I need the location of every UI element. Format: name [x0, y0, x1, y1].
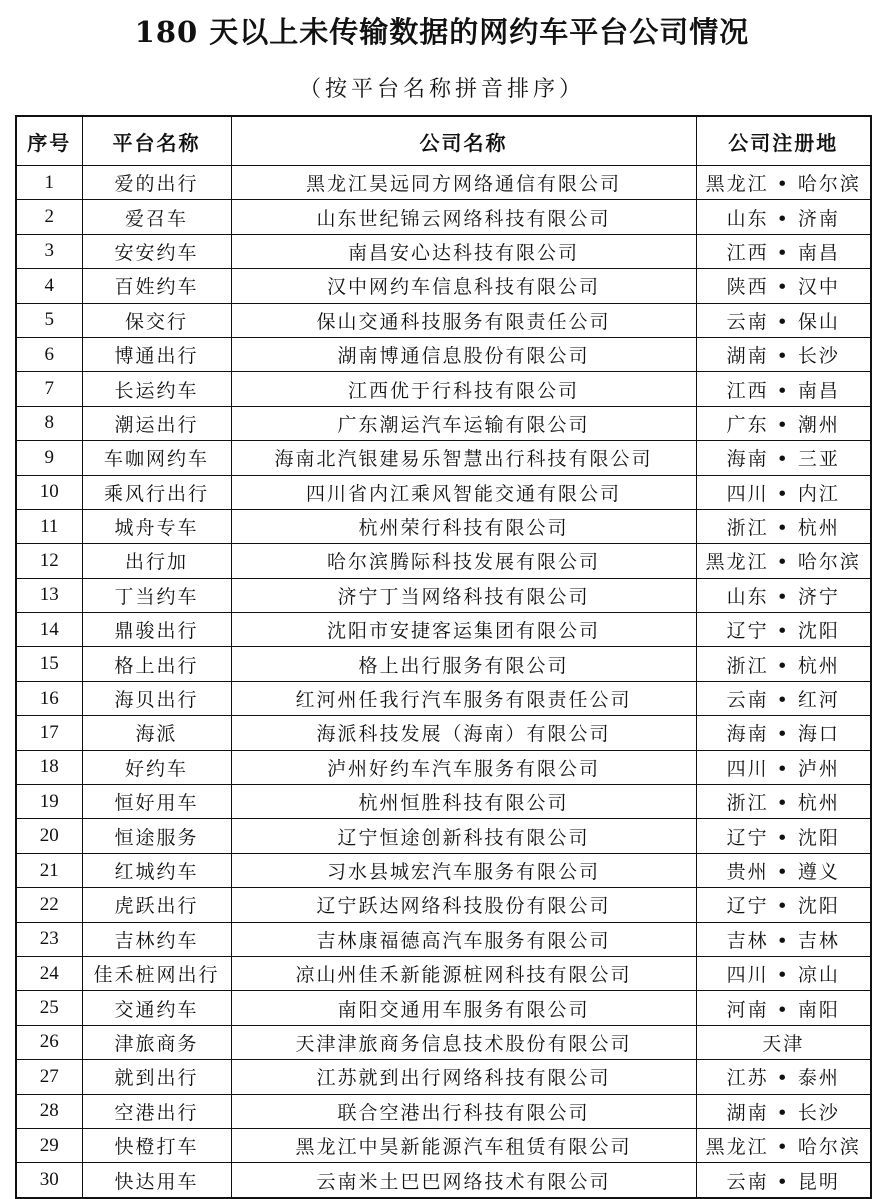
registration-place-cell: 山东 • 济宁	[696, 578, 871, 612]
registration-place-cell: 云南 • 保山	[696, 303, 871, 337]
platform-name-cell: 格上出行	[82, 647, 231, 681]
table-row	[16, 475, 871, 509]
index-cell: 15	[16, 647, 82, 681]
index-cell: 20	[16, 819, 82, 853]
platform-name-cell: 佳禾桩网出行	[82, 956, 231, 990]
platform-name-cell: 海派	[82, 716, 231, 750]
registration-place-cell: 黑龙江 • 哈尔滨	[696, 1128, 871, 1162]
company-name-cell: 四川省内江乘风智能交通有限公司	[231, 475, 696, 509]
registration-place-cell: 辽宁 • 沈阳	[696, 613, 871, 647]
company-name-cell: 江苏就到出行网络科技有限公司	[231, 1060, 696, 1094]
table-row	[16, 785, 871, 819]
platform-name-cell: 快达用车	[82, 1163, 231, 1198]
table-row	[16, 991, 871, 1025]
company-name-cell: 沈阳市安捷客运集团有限公司	[231, 613, 696, 647]
company-name-cell: 吉林康福德高汽车服务有限公司	[231, 922, 696, 956]
company-name-cell: 黑龙江昊远同方网络通信有限公司	[231, 166, 696, 200]
table-row	[16, 1163, 871, 1198]
platform-name-cell: 空港出行	[82, 1094, 231, 1128]
registration-place-cell: 四川 • 泸州	[696, 750, 871, 784]
table-row	[16, 406, 871, 440]
index-cell: 8	[16, 406, 82, 440]
registration-place-cell: 湖南 • 长沙	[696, 1094, 871, 1128]
company-name-cell: 杭州荣行科技有限公司	[231, 509, 696, 543]
index-cell: 4	[16, 269, 82, 303]
table-row	[16, 750, 871, 784]
index-cell: 24	[16, 956, 82, 990]
platform-name-cell: 恒好用车	[82, 785, 231, 819]
page-subtitle: （按平台名称拼音排序）	[298, 77, 585, 102]
index-cell: 3	[16, 234, 82, 268]
column-header-registration-place: 公司注册地	[696, 116, 871, 166]
platform-name-cell: 城舟专车	[82, 509, 231, 543]
company-name-cell: 天津津旅商务信息技术股份有限公司	[231, 1025, 696, 1059]
index-cell: 18	[16, 750, 82, 784]
index-cell: 21	[16, 853, 82, 887]
table-row	[16, 372, 871, 406]
table-row	[16, 819, 871, 853]
table-header-row	[16, 116, 871, 166]
company-name-cell: 杭州恒胜科技有限公司	[231, 785, 696, 819]
registration-place-cell: 四川 • 凉山	[696, 956, 871, 990]
registration-place-cell: 江西 • 南昌	[696, 372, 871, 406]
index-cell: 7	[16, 372, 82, 406]
platform-name-cell: 快橙打车	[82, 1128, 231, 1162]
company-name-cell: 汉中网约车信息科技有限公司	[231, 269, 696, 303]
index-cell: 12	[16, 544, 82, 578]
registration-place-cell: 辽宁 • 沈阳	[696, 819, 871, 853]
platform-name-cell: 潮运出行	[82, 406, 231, 440]
company-name-cell: 保山交通科技服务有限责任公司	[231, 303, 696, 337]
platform-name-cell: 交通约车	[82, 991, 231, 1025]
table-row	[16, 853, 871, 887]
index-cell: 2	[16, 200, 82, 234]
registration-place-cell: 四川 • 内江	[696, 475, 871, 509]
registration-place-cell: 江西 • 南昌	[696, 234, 871, 268]
index-cell: 29	[16, 1128, 82, 1162]
registration-place-cell: 河南 • 南阳	[696, 991, 871, 1025]
table-body	[16, 166, 871, 1198]
index-cell: 22	[16, 888, 82, 922]
platform-name-cell: 车咖网约车	[82, 441, 231, 475]
index-cell: 25	[16, 991, 82, 1025]
registration-place-cell: 海南 • 海口	[696, 716, 871, 750]
company-name-cell: 辽宁跃达网络科技股份有限公司	[231, 888, 696, 922]
platform-name-cell: 红城约车	[82, 853, 231, 887]
index-cell: 19	[16, 785, 82, 819]
company-name-cell: 济宁丁当网络科技有限公司	[231, 578, 696, 612]
index-cell: 30	[16, 1163, 82, 1198]
index-cell: 10	[16, 475, 82, 509]
registration-place-cell: 浙江 • 杭州	[696, 647, 871, 681]
column-header-platform-name: 平台名称	[82, 116, 231, 166]
table-row	[16, 613, 871, 647]
platform-name-cell: 保交行	[82, 303, 231, 337]
platform-name-cell: 长运约车	[82, 372, 231, 406]
registration-place-cell: 云南 • 昆明	[696, 1163, 871, 1198]
registration-place-cell: 黑龙江 • 哈尔滨	[696, 166, 871, 200]
platform-name-cell: 出行加	[82, 544, 231, 578]
table-row	[16, 303, 871, 337]
table-row	[16, 337, 871, 371]
platform-name-cell: 鼎骏出行	[82, 613, 231, 647]
company-name-cell: 红河州任我行汽车服务有限责任公司	[231, 681, 696, 715]
platform-name-cell: 爱召车	[82, 200, 231, 234]
registration-place-cell: 贵州 • 遵义	[696, 853, 871, 887]
company-name-cell: 海南北汽银建易乐智慧出行科技有限公司	[231, 441, 696, 475]
table-row	[16, 647, 871, 681]
table-row	[16, 956, 871, 990]
table-row	[16, 578, 871, 612]
platform-name-cell: 虎跃出行	[82, 888, 231, 922]
registration-place-cell: 辽宁 • 沈阳	[696, 888, 871, 922]
table-row	[16, 234, 871, 268]
platform-name-cell: 吉林约车	[82, 922, 231, 956]
platform-name-cell: 博通出行	[82, 337, 231, 371]
index-cell: 9	[16, 441, 82, 475]
table-row	[16, 1094, 871, 1128]
table-row	[16, 1128, 871, 1162]
company-name-cell: 南阳交通用车服务有限公司	[231, 991, 696, 1025]
column-header-index: 序号	[16, 116, 82, 166]
company-name-cell: 黑龙江中昊新能源汽车租赁有限公司	[231, 1128, 696, 1162]
index-cell: 14	[16, 613, 82, 647]
registration-place-cell: 吉林 • 吉林	[696, 922, 871, 956]
company-name-cell: 格上出行服务有限公司	[231, 647, 696, 681]
table-row	[16, 681, 871, 715]
table-row	[16, 1060, 871, 1094]
registration-place-cell: 海南 • 三亚	[696, 441, 871, 475]
table-row	[16, 166, 871, 200]
registration-place-cell: 天津	[696, 1025, 871, 1059]
table-row	[16, 1025, 871, 1059]
index-cell: 13	[16, 578, 82, 612]
index-cell: 5	[16, 303, 82, 337]
platform-name-cell: 丁当约车	[82, 578, 231, 612]
platform-name-cell: 好约车	[82, 750, 231, 784]
column-header-company-name: 公司名称	[231, 116, 696, 166]
platform-name-cell: 就到出行	[82, 1060, 231, 1094]
page-title: 180 天以上未传输数据的网约车平台公司情况	[134, 15, 750, 49]
platform-name-cell: 爱的出行	[82, 166, 231, 200]
platform-name-cell: 恒途服务	[82, 819, 231, 853]
company-name-cell: 南昌安心达科技有限公司	[231, 234, 696, 268]
table-row	[16, 441, 871, 475]
index-cell: 16	[16, 681, 82, 715]
index-cell: 26	[16, 1025, 82, 1059]
platform-name-cell: 安安约车	[82, 234, 231, 268]
index-cell: 23	[16, 922, 82, 956]
index-cell: 1	[16, 166, 82, 200]
company-name-cell: 云南米土巴巴网络技术有限公司	[231, 1163, 696, 1198]
table-row	[16, 269, 871, 303]
index-cell: 28	[16, 1094, 82, 1128]
company-name-cell: 江西优于行科技有限公司	[231, 372, 696, 406]
index-cell: 11	[16, 509, 82, 543]
platform-name-cell: 乘风行出行	[82, 475, 231, 509]
company-name-cell: 辽宁恒途创新科技有限公司	[231, 819, 696, 853]
company-name-cell: 广东潮运汽车运输有限公司	[231, 406, 696, 440]
registration-place-cell: 山东 • 济南	[696, 200, 871, 234]
platform-table	[15, 115, 872, 1199]
registration-place-cell: 云南 • 红河	[696, 681, 871, 715]
registration-place-cell: 湖南 • 长沙	[696, 337, 871, 371]
registration-place-cell: 浙江 • 杭州	[696, 509, 871, 543]
company-name-cell: 联合空港出行科技有限公司	[231, 1094, 696, 1128]
table-row	[16, 200, 871, 234]
company-name-cell: 海派科技发展（海南）有限公司	[231, 716, 696, 750]
registration-place-cell: 陕西 • 汉中	[696, 269, 871, 303]
registration-place-cell: 广东 • 潮州	[696, 406, 871, 440]
index-cell: 27	[16, 1060, 82, 1094]
company-name-cell: 凉山州佳禾新能源桩网科技有限公司	[231, 956, 696, 990]
table-row	[16, 888, 871, 922]
registration-place-cell: 江苏 • 泰州	[696, 1060, 871, 1094]
registration-place-cell: 浙江 • 杭州	[696, 785, 871, 819]
company-name-cell: 山东世纪锦云网络科技有限公司	[231, 200, 696, 234]
table-row	[16, 509, 871, 543]
registration-place-cell: 黑龙江 • 哈尔滨	[696, 544, 871, 578]
platform-name-cell: 津旅商务	[82, 1025, 231, 1059]
company-name-cell: 湖南博通信息股份有限公司	[231, 337, 696, 371]
platform-name-cell: 百姓约车	[82, 269, 231, 303]
company-name-cell: 哈尔滨腾际科技发展有限公司	[231, 544, 696, 578]
platform-name-cell: 海贝出行	[82, 681, 231, 715]
index-cell: 17	[16, 716, 82, 750]
index-cell: 6	[16, 337, 82, 371]
company-name-cell: 泸州好约车汽车服务有限公司	[231, 750, 696, 784]
table-row	[16, 544, 871, 578]
table-row	[16, 716, 871, 750]
company-name-cell: 习水县城宏汽车服务有限公司	[231, 853, 696, 887]
table-row	[16, 922, 871, 956]
